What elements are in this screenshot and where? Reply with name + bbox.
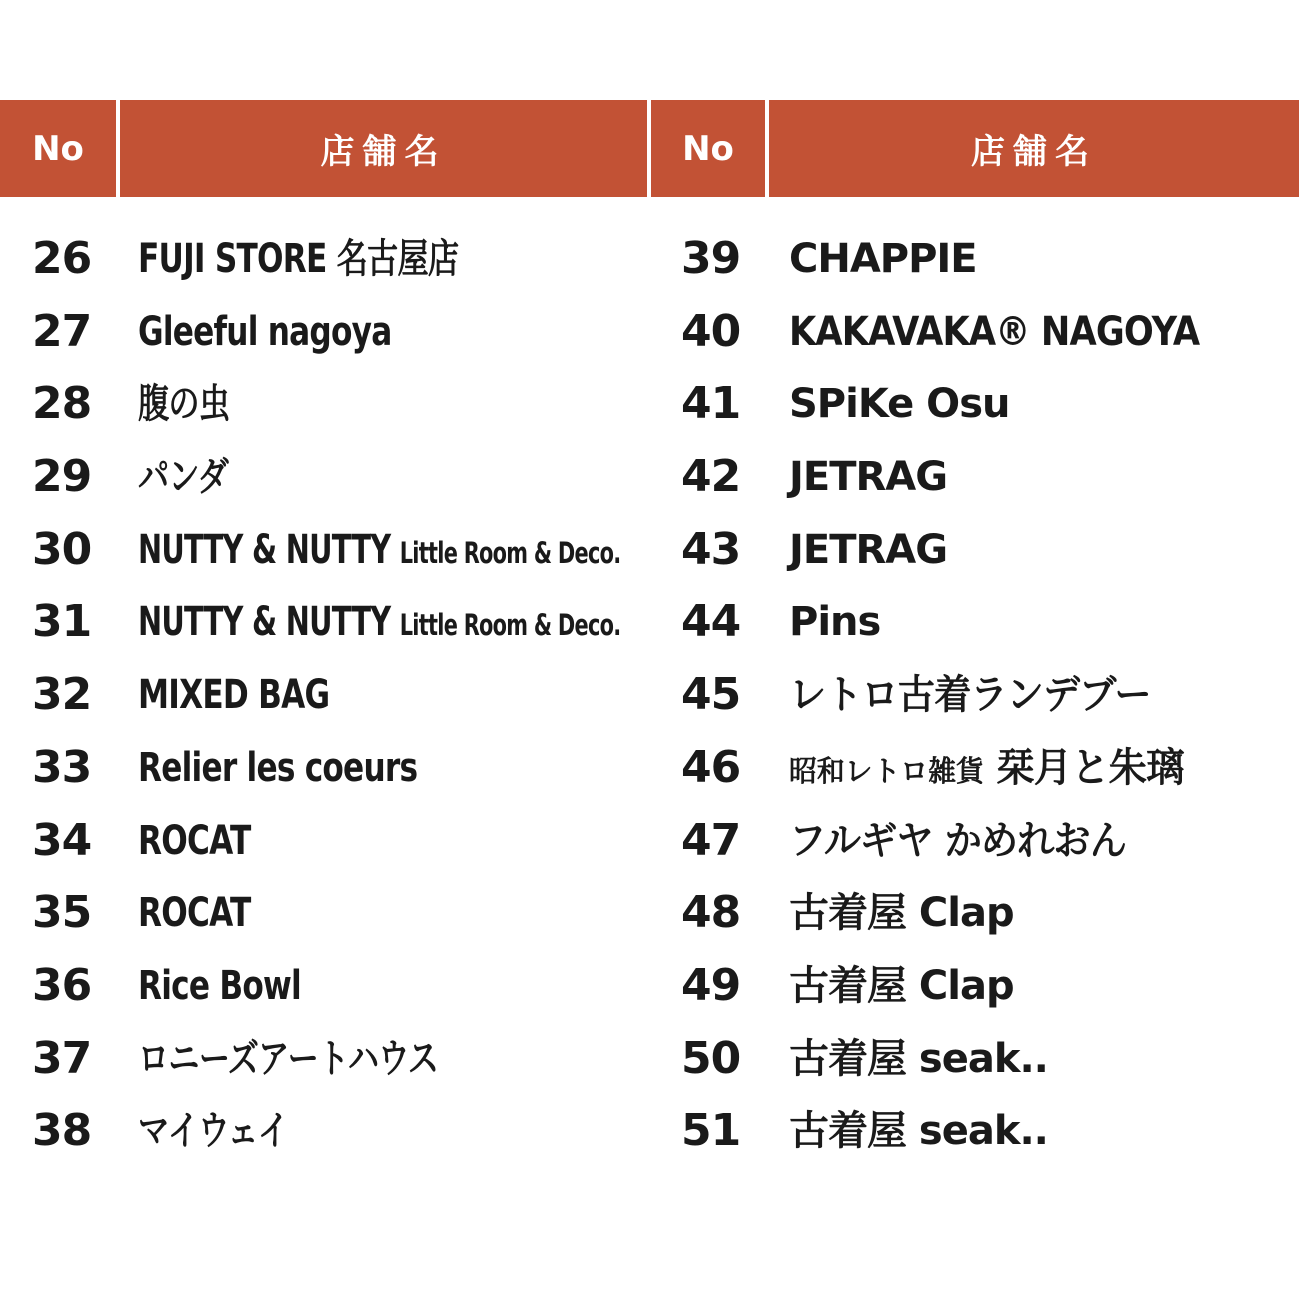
store-name: MIXED BAG bbox=[138, 672, 330, 719]
table-row bbox=[650, 732, 1299, 805]
store-name-main: NUTTY & NUTTY bbox=[138, 526, 391, 573]
store-name: 古着屋 seak.. bbox=[789, 1108, 1048, 1155]
store-name: レトロ古着ランデブー bbox=[789, 672, 1151, 719]
table-row bbox=[0, 659, 648, 732]
table-row bbox=[0, 1023, 648, 1096]
store-name: JETRAG bbox=[789, 526, 948, 573]
store-number: 48 bbox=[681, 887, 741, 939]
store-number: 50 bbox=[681, 1032, 741, 1084]
table-row bbox=[0, 296, 648, 369]
store-name bbox=[138, 520, 620, 583]
store-name: 古着屋 Clap bbox=[789, 890, 1014, 937]
store-number: 35 bbox=[32, 887, 92, 939]
store-name: ロニーズアートハウス bbox=[138, 1035, 439, 1082]
store-number: 32 bbox=[32, 669, 92, 721]
store-number: 46 bbox=[681, 741, 741, 793]
table-row bbox=[0, 368, 648, 441]
store-number: 38 bbox=[32, 1105, 92, 1157]
store-name-prefix: 昭和レトロ雑貨 bbox=[789, 753, 984, 788]
store-name-suffix: Little Room & Deco. bbox=[399, 535, 621, 570]
header-no-right: No bbox=[651, 100, 765, 197]
table-row bbox=[0, 732, 648, 805]
table-row bbox=[650, 586, 1299, 659]
store-number: 31 bbox=[32, 596, 92, 648]
table-row bbox=[0, 877, 648, 950]
table-row bbox=[650, 1095, 1299, 1168]
store-name: Gleeful nagoya bbox=[138, 308, 392, 355]
store-list-right bbox=[650, 223, 1299, 1168]
store-name: CHAPPIE bbox=[789, 236, 977, 282]
store-number: 30 bbox=[32, 523, 92, 575]
store-name: JETRAG bbox=[789, 454, 948, 501]
store-number: 49 bbox=[681, 959, 741, 1011]
table-row bbox=[0, 586, 648, 659]
table-row bbox=[0, 223, 648, 296]
store-name: 古着屋 Clap bbox=[789, 962, 1014, 1009]
header-store-name-right: 店舗名 bbox=[769, 100, 1299, 197]
table-row bbox=[650, 659, 1299, 732]
store-name: パンダ bbox=[138, 454, 229, 501]
store-number: 40 bbox=[681, 305, 741, 357]
table-row bbox=[650, 296, 1299, 369]
table-row bbox=[0, 950, 648, 1023]
store-name bbox=[789, 738, 1184, 801]
store-name: マイウェイ bbox=[138, 1108, 289, 1155]
table-row bbox=[650, 441, 1299, 514]
table-row bbox=[650, 805, 1299, 878]
store-number: 37 bbox=[32, 1032, 92, 1084]
store-name: ROCAT bbox=[138, 817, 251, 864]
store-name: ROCAT bbox=[138, 890, 251, 937]
store-number: 43 bbox=[681, 523, 741, 575]
store-name: フルギヤ かめれおん bbox=[789, 817, 1126, 864]
header-no-left: No bbox=[0, 100, 116, 197]
store-number: 34 bbox=[32, 814, 92, 866]
store-name bbox=[138, 592, 620, 655]
store-name-main: NUTTY & NUTTY bbox=[138, 599, 391, 646]
store-number: 42 bbox=[681, 451, 741, 503]
store-number: 29 bbox=[32, 451, 92, 503]
store-name: Rice Bowl bbox=[138, 962, 301, 1009]
store-number: 33 bbox=[32, 741, 92, 793]
store-name: FUJI STORE 名古屋店 bbox=[138, 236, 459, 282]
store-number: 51 bbox=[681, 1105, 741, 1157]
table-row bbox=[650, 368, 1299, 441]
header-store-name-left: 店舗名 bbox=[120, 100, 647, 197]
store-name-main: 栞月と朱璃 bbox=[996, 744, 1184, 791]
store-number: 41 bbox=[681, 378, 741, 430]
table-row bbox=[0, 805, 648, 878]
table-row bbox=[650, 514, 1299, 587]
table-row bbox=[650, 877, 1299, 950]
store-list-left bbox=[0, 223, 648, 1168]
store-name: 古着屋 seak.. bbox=[789, 1035, 1048, 1082]
store-number: 45 bbox=[681, 669, 741, 721]
store-name: SPiKe Osu bbox=[789, 381, 1010, 428]
store-name-suffix: Little Room & Deco. bbox=[399, 608, 621, 643]
store-number: 28 bbox=[32, 378, 92, 430]
table-row bbox=[0, 514, 648, 587]
table-row bbox=[650, 1023, 1299, 1096]
table-row bbox=[650, 950, 1299, 1023]
store-name: Relier les coeurs bbox=[138, 744, 418, 791]
table-row bbox=[0, 441, 648, 514]
store-number: 39 bbox=[681, 233, 741, 284]
table-header bbox=[0, 100, 1299, 197]
store-number: 36 bbox=[32, 959, 92, 1011]
table-row bbox=[650, 223, 1299, 296]
store-number: 44 bbox=[681, 596, 741, 648]
store-name: Pins bbox=[789, 599, 881, 646]
table-row bbox=[0, 1095, 648, 1168]
store-name: 腹の虫 bbox=[138, 381, 230, 428]
store-number: 27 bbox=[32, 305, 92, 357]
store-number: 47 bbox=[681, 814, 741, 866]
store-name: KAKAVAKA® NAGOYA bbox=[789, 308, 1200, 355]
store-number: 26 bbox=[32, 233, 92, 284]
